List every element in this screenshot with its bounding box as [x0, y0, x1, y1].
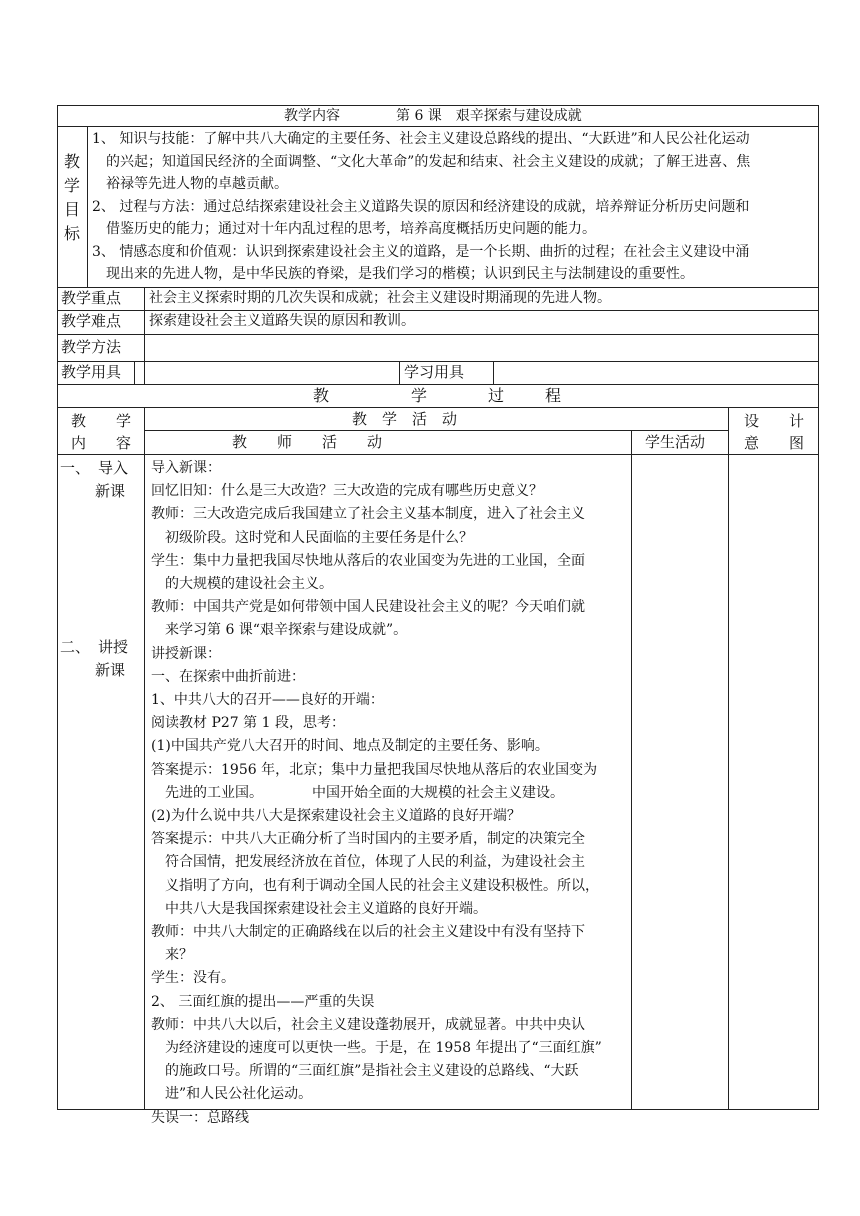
objectives-text: 1、 知识与技能：了解中共八大确定的主要任务、社会主义建设总路线的提出、“大跃进”和人民公社化运动 的兴起；知道国民经济的全面调整、“文化大革命”的发起和结束、社会主义建设的成就；了解王进喜、焦 裕禄等先进人物的卓越贡献。 2、 过程与方法：通过总结探索建设社会主义道路失误的原因和经济建设的成就，培养辩证分析历史问题和 借鉴历史的能力；通过对十年内乱过程的思考，培养高度概括历史问题的能力。 3、 情感态度和价值观：认识到探索建设社会主义的道路，是一个长期、曲折的过程；在社会主义建设中涌 现出来的先进人物，是中华民族的脊梁，是我们学习的楷模；认识到民主与法制建设的重要性。 [92, 131, 751, 282]
design-intent-cell [729, 455, 818, 1109]
header-label: 教学内容 [284, 108, 340, 124]
teacher-activity-text: 导入新课： 回忆旧知：什么是三大改造？三大改造的完成有哪些历史意义？ 教师：三大改造完成后我国建立了社会主义基本制度，进入了社会主义 初级阶段。这时党和人民面临的主要任务是什么？ 学生：集中力量把我国尽快地从落后的农业国变为先进的工业国，全面 的大规模的建设社会主义。 教师：中国共产党是如何带领中国人民建设社会主义的呢？今天咱们就 来学习第 6 课“艰辛探索与建设成就”。 讲授新课： 一、在探索中曲折前进： 1、中共八大的召开——良好的开端： 阅读教材 P27 第 1 段，思考： (1)中国共产党八大召开的时间、地点及制定的主要任务、影响。 答案提示：1956 年，北京；集中力量把我国尽快地从落后的农业国变为 先进的工业国。 中国开始全面的大规模的社会主义建设。 (2)为什么说中共八大是探索建设社会主义道路的良好开端？ 答案提示：中共八大正确分析了当时国内的主要矛盾，制定的决策完全 符合国情，把发展经济放在首位，体现了人民的利益，为建设社会主 义指明了方向，也有利于调动全国人民的社会主义建设积极性。所以， 中共八大是我国探索建设社会主义道路的良好开端。 教师：中共八大制定的正确路线在以后的社会主义建设中有没有坚持下 来？ 学生：没有。 2、 三面红旗的提出——严重的失误 教师：中共八大以后，社会主义建设蓬勃展开，成就显著。中共中央认 为经济建设的速度可以更快一些。于是，在 1958 年提出了“三面红旗” 的施政口号。所谓的“三面红旗”是指社会主义建设的总路线、“大跃 进”和人民公社化运动。 失误一：总路线 [151, 460, 602, 1126]
objectives-label: 教 学 目 标 [63, 152, 80, 243]
study-tools-label: 学习用具 [404, 363, 465, 381]
methods-label: 教学方法 [61, 338, 122, 356]
process-title: 教 学 过 程 [313, 386, 562, 405]
key-points-label: 教学重点 [61, 289, 122, 307]
difficulties-label: 教学难点 [61, 312, 122, 330]
activity-column-header: 教 学 活 动 [352, 410, 458, 428]
teacher-column-header: 教 师 活 动 [232, 433, 383, 451]
difficulties-text: 探索建设社会主义道路失误的原因和教训。 [149, 313, 415, 329]
content-column-header: 教 学 内 容 [70, 412, 131, 452]
design-column-header: 设 计 意 图 [743, 412, 804, 452]
key-points-text: 社会主义探索时期的几次失误和成就；社会主义建设时期涌现的先进人物。 [149, 290, 611, 306]
section-intro-label: 一、 导入 新课 [60, 459, 129, 500]
section-lecture-label: 二、 讲授 新课 [60, 638, 129, 679]
tools-label: 教学用具 [61, 363, 122, 381]
lesson-title: 第 6 课 艰辛探索与建设成就 [396, 108, 582, 124]
student-activity-cell [632, 455, 728, 1109]
student-column-header: 学生活动 [645, 433, 706, 451]
